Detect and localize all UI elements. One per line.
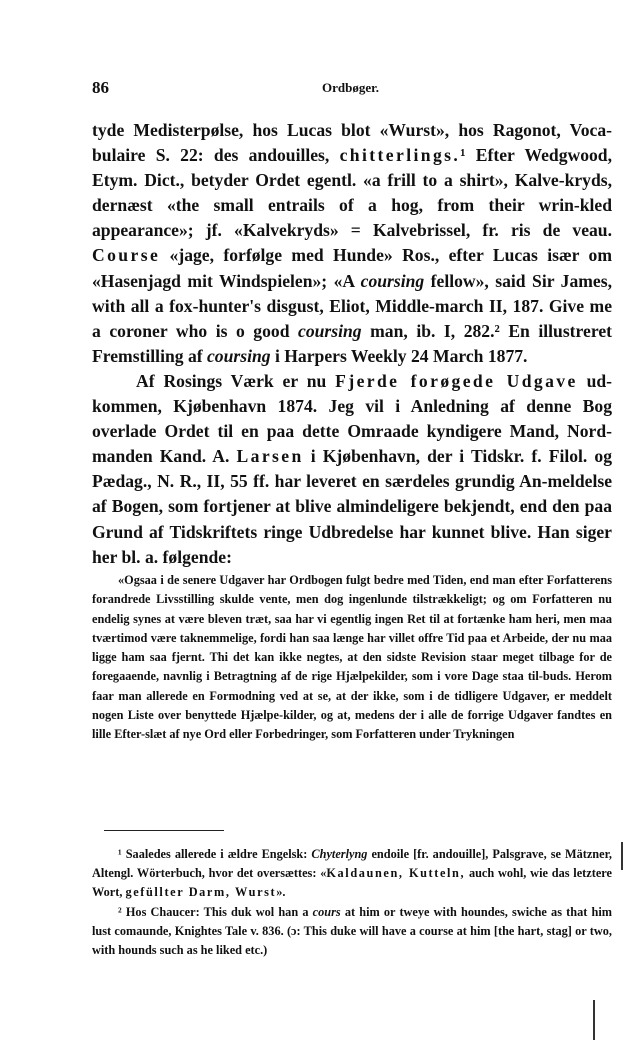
spaced-term: gefüllter Darm, Wurst [125, 885, 277, 900]
page-header [92, 78, 612, 102]
spaced-term: Larsen [236, 446, 304, 467]
footnote-1: ¹ Saaledes allerede i ældre Engelsk: Chyterlyng endoile [fr. andouille], Palsgrave, se Mätzner, Altengl. Wörterbuch, hvor det oversættes: «Kaldaunen, Kutteln, auch wohl, wie das letztere Wort, gefüllter Darm, Wurst». [92, 847, 613, 900]
footnotes [92, 845, 612, 960]
spaced-term: Fjerde forøgede Udgave [335, 370, 578, 391]
italic-term: coursing [360, 270, 425, 291]
quote-text: «Ogsaa i de senere Udgaver har Ordbogen fulgt bedre med Tiden, end man efter Forfatterens forandrede Livsstilling skulde vente, men dog ingenlunde tilstrækkeligt; og om Forfatteren nu endelig synes at være bleven træt, saa har vi egentlig ingen Ret til at fortænke ham heri, men maa tværtimod være taknemmelige, fordi han saa længe har villet offre Tid paa et Arbeide, der nu maa ligge ham saa fjernt. Thi det kan ikke negtes, at den sidste Revision staar meget tilbage for de foregaaende, navnlig i Betragtning af de rige Hjælpekilder, som i vore Dage staa til-buds. Herom faar man allerede en Formodning ved at se, at der ikke, som i de tidligere Udgaver, er meddelt nogen Liste over benyttede Hjælpe-kilder, og at, medens der i alle de forrige Udgaver fandtes en lille Efter-slæt af nye Ord eller Forbedringer, som Forfatteren under Trykningen [92, 573, 612, 742]
italic-term: cours [312, 904, 341, 919]
paragraph-2: Af Rosings Værk er nu Fjerde forøgede Udgave ud-kommen, Kjøbenhavn 1874. Jeg vil i Anledning af denne Bog overlade Ordet til en paa dette Omraade kyndigere Mand, Nord-manden Kand. A. Larsen i Kjøbenhavn, der i Tidskr. f. Filol. og Pædag., N. R., II, 55 ff. har leveret en særdeles grundig An-meldelse af Bogen, som fortjener at blive almindeligere bekjendt, end den paa Grund af Tidskriftets ringe Udbredelse har kunnet blive. Han siger her bl. a. følgende: [92, 370, 613, 567]
main-text [92, 118, 612, 570]
italic-term: coursing [298, 320, 362, 341]
block-quote [92, 571, 612, 745]
scan-edge-mark [621, 842, 623, 870]
spaced-term: Kaldaunen, Kutteln, [326, 866, 466, 881]
page-number: 86 [92, 78, 109, 97]
footnote-2: ² Hos Chaucer: This duk wol han a cours at him or tweye with houndes, swiche as that him lust comaunde, Knightes Tale v. 836. (ɔ: This duke will have a course at him [the hart, stag] or two, with hounds such as he liked etc.) [92, 904, 612, 958]
paragraph-1: tyde Medisterpølse, hos Lucas blot «Wurst», hos Ragonot, Voca-bulaire S. 22: des andouilles, chitterlings.¹ Efter Wedgwood, Etym. Dict., betyder Ordet egentl. «a frill to a shirt», Kalve-kryds, dernæst «the small entrails of a hog, from their wrin-kled appearance»; jf. «Kalvekryds» = Kalvebrissel, fr. ris de veau. Course «jage, forfølge med Hunde» Ros., efter Lucas især om «Hasenjagd mit Windspielen»; «A coursing fellow», said Sir James, with all a fox-hunter's disgust, Eliot, Middle-march II, 187. Give me a coroner who is o good coursing man, ib. I, 282.² En illustreret Fremstilling af coursing i Harpers Weekly 24 March 1877. [92, 120, 612, 366]
italic-term: Chyterlyng [311, 847, 368, 861]
running-title: Ordbøger. [322, 80, 379, 95]
italic-term: coursing [207, 345, 271, 366]
spaced-term: chitterlings. [339, 145, 461, 166]
spaced-term: Course [92, 245, 161, 266]
scan-edge-mark [593, 1000, 595, 1040]
footnote-divider [104, 830, 224, 831]
